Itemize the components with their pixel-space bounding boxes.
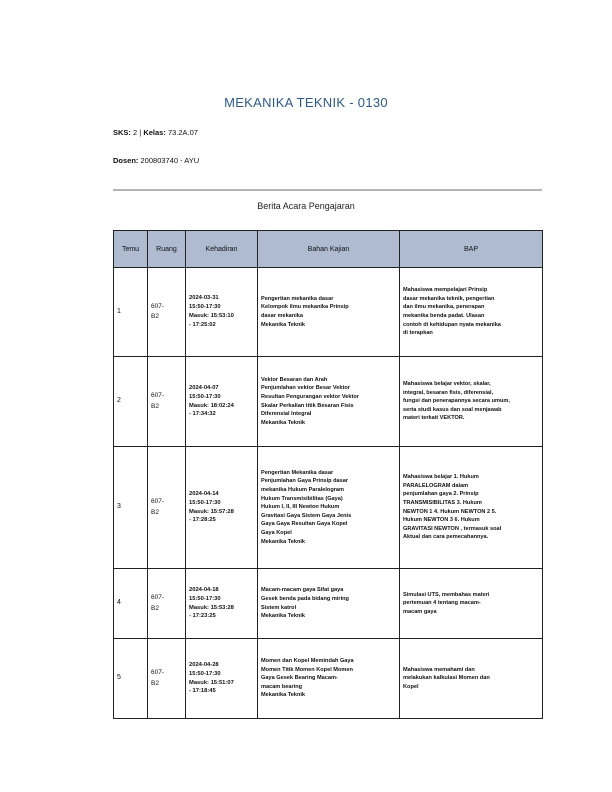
attendance-line: Masuk: 15:53:10 [189, 313, 234, 319]
attendance-line: - 17:28:25 [189, 517, 216, 524]
attendance-line: - 17:34:32 [189, 411, 216, 418]
bap-line: integral, besaran fisis, diferensial, [403, 389, 494, 396]
lecturer-meta [113, 156, 199, 165]
bap-line: Mahasiswa belajar 1. Hukum [403, 473, 479, 480]
bap-line: Simulasi UTS, membahas materi [403, 591, 490, 598]
meta-separator: | [139, 128, 142, 137]
table-row [114, 268, 543, 357]
attendance-line: Masuk: 15:57:28 [189, 508, 234, 515]
material-line: Pengertian Mekanika dasar [261, 469, 334, 476]
room-line: B2 [151, 604, 159, 612]
material-line: Penjumlahan vektor Besar Vektor [261, 385, 350, 392]
material-line: Mekanika Teknik [261, 419, 306, 426]
material-line: Sistem katrol [261, 604, 297, 611]
teaching-report-table [113, 230, 543, 719]
material-line: Momen Titik Momen Kopel Momen [261, 666, 353, 673]
bap-line: Kopel [403, 683, 419, 690]
bap-cell [400, 569, 543, 639]
room-cell [148, 639, 186, 719]
section-divider [113, 189, 542, 191]
table-row [114, 569, 543, 639]
material-line: Gaya Kopel [261, 530, 292, 537]
material-line: Mekanika Teknik [261, 538, 306, 545]
bap-line: Mahasiswa belajar vektor, skalar, [403, 380, 491, 387]
room-line: 607- [151, 392, 165, 400]
attendance-line: - 17:18:45 [189, 688, 216, 695]
bap-line: serta studi kasus dan soal menjawab [403, 406, 502, 413]
bap-line: Mahasiswa memahami dan [403, 666, 475, 673]
table-row [114, 357, 543, 447]
bap-line: Aktual dan cara pemecahannya. [403, 534, 489, 541]
material-line: Gesek benda pada bidang miring [261, 595, 349, 602]
bap-line: fungsi dan penerapannya secara umum, [403, 398, 510, 405]
header-meeting: Temu [114, 231, 148, 268]
bap-line: TRANSMISIBILITAS 3. Hukum [403, 499, 482, 506]
header-bap: BAP [400, 231, 543, 268]
material-cell [258, 268, 400, 357]
material-line: Hukum I, II, III Newton Hukum [261, 504, 340, 511]
course-title: MEKANIKA TEKNIK - 0130 [224, 95, 388, 110]
header-material: Bahan Kajian [258, 231, 400, 268]
room-line: 607- [151, 498, 165, 506]
header-room: Ruang [148, 231, 186, 268]
room-cell [148, 447, 186, 569]
bap-line: Mahasiswa mempelajari Prinsip [403, 287, 488, 294]
lecturer-label: Dosen: [113, 156, 139, 165]
attendance-line: 2024-03-31 [189, 295, 219, 302]
bap-cell [400, 268, 543, 357]
meeting-cell: 4 [114, 569, 148, 639]
attendance-line: Masuk: 15:53:28 [189, 604, 234, 611]
material-line: Pengertian mekanika dasar [261, 295, 334, 302]
sks-value: 2 [133, 128, 138, 137]
material-cell [258, 447, 400, 569]
material-line: Gaya Gesek Bearing Macam- [261, 675, 338, 682]
room-line: 607- [151, 594, 165, 602]
material-line: Macam-macam gaya Sifat gaya [261, 587, 344, 594]
bap-line: Hukum NEWTON 3 6. Hukum [403, 517, 480, 524]
lecturer-value: 200803740 - AYU [140, 156, 200, 165]
material-line: Kelompok ilmu mekanika Prinsip [261, 304, 349, 311]
bap-line: dasar mekanika teknik, pengertian [403, 295, 495, 302]
material-cell [258, 639, 400, 719]
meeting-cell: 5 [114, 639, 148, 719]
material-line: Gaya Gaya Resultan Gaya Kopel [261, 521, 348, 528]
material-line: Hukum Transmisibilitas (Gaya) [261, 495, 343, 502]
material-line: Skalar Perkalian titik Besaran Fisis [261, 402, 354, 409]
material-line: Mekanika Teknik [261, 613, 306, 620]
material-line: Penjumlahan Gaya Prinsip dasar [261, 478, 349, 485]
attendance-cell [186, 447, 258, 569]
room-line: 607- [151, 302, 165, 310]
attendance-cell [186, 268, 258, 357]
bap-line: pertemuan 4 tentang macam- [403, 600, 481, 607]
material-line: macam bearing [261, 683, 303, 690]
attendance-cell [186, 569, 258, 639]
table-row [114, 447, 543, 569]
attendance-line: 15:50-17:30 [189, 670, 221, 677]
attendance-line: 15:50-17:30 [189, 595, 221, 602]
bap-line: melakukan kalkulasi Momen dan [403, 675, 490, 682]
bap-line: dan ilmu mekanika, penerapan [403, 304, 485, 311]
meeting-cell: 1 [114, 268, 148, 357]
room-line: 607- [151, 669, 165, 677]
class-label: Kelas: [143, 128, 166, 137]
attendance-line: 2024-04-14 [189, 490, 219, 497]
meeting-cell: 3 [114, 447, 148, 569]
material-line: Vektor Besaran dan Arah [261, 376, 328, 383]
attendance-line: Masuk: 15:51:07 [189, 679, 234, 686]
room-line: B2 [151, 508, 159, 516]
report-subtitle: Berita Acara Pengajaran [257, 201, 355, 211]
attendance-line: 2024-04-07 [189, 384, 219, 391]
bap-line: macam gaya [403, 608, 437, 615]
room-cell [148, 268, 186, 357]
material-cell [258, 569, 400, 639]
header-attendance: Kehadiran [186, 231, 258, 268]
bap-line: penjumlahan gaya 2. Prinsip [403, 491, 479, 498]
material-line: Resultan Pengurangan vektor Vektor [261, 393, 359, 400]
material-line: Gravitasi Gaya Sistem Gaya Jenis [261, 512, 352, 519]
bap-line: NEWTON 1 4. Hukum NEWTON 2 5. [403, 508, 497, 515]
bap-line: mekanika benda padat. Ulasan [403, 313, 485, 319]
table-row [114, 639, 543, 719]
attendance-cell [186, 357, 258, 447]
attendance-line: 2024-04-18 [189, 586, 219, 593]
room-line: B2 [151, 313, 159, 320]
bap-cell [400, 447, 543, 569]
course-meta [113, 128, 198, 137]
material-line: Mekanika Teknik [261, 321, 306, 328]
table-header-row [114, 231, 543, 268]
attendance-cell [186, 639, 258, 719]
material-line: dasar mekanika [261, 313, 303, 319]
material-line: Diferensial Integral [261, 411, 312, 418]
bap-line: contoh di kehidupan nyata mekanika [403, 321, 501, 328]
material-line: Momen dan Kopel Memindah Gaya [261, 657, 354, 664]
attendance-line: Masuk: 18:02:24 [189, 402, 234, 409]
bap-line: PARALELOGRAM dalam [403, 482, 469, 489]
material-cell [258, 357, 400, 447]
attendance-line: 15:50-17:30 [189, 499, 221, 506]
attendance-line: 15:50-17:30 [189, 304, 221, 311]
material-line: mekanika Hukum Paralelogram [261, 486, 345, 493]
class-value: 73.2A.07 [167, 128, 198, 137]
bap-line: materi terkait VEKTOR. [403, 415, 465, 422]
bap-cell [400, 357, 543, 447]
bap-line: GRAVITASI NEWTON , termasuk soal [403, 525, 502, 532]
room-line: B2 [151, 402, 159, 410]
sks-label: SKS: [113, 128, 131, 137]
room-cell [148, 569, 186, 639]
attendance-line: - 17:23:25 [189, 613, 216, 620]
bap-cell [400, 639, 543, 719]
meeting-cell: 2 [114, 357, 148, 447]
attendance-line: 15:50-17:30 [189, 393, 221, 400]
material-line: Mekanika Teknik [261, 692, 306, 699]
room-cell [148, 357, 186, 447]
bap-line: di terapkan [403, 330, 433, 337]
room-line: B2 [151, 679, 159, 687]
attendance-line: 2024-04-28 [189, 661, 219, 668]
attendance-line: - 17:25:02 [189, 321, 216, 328]
